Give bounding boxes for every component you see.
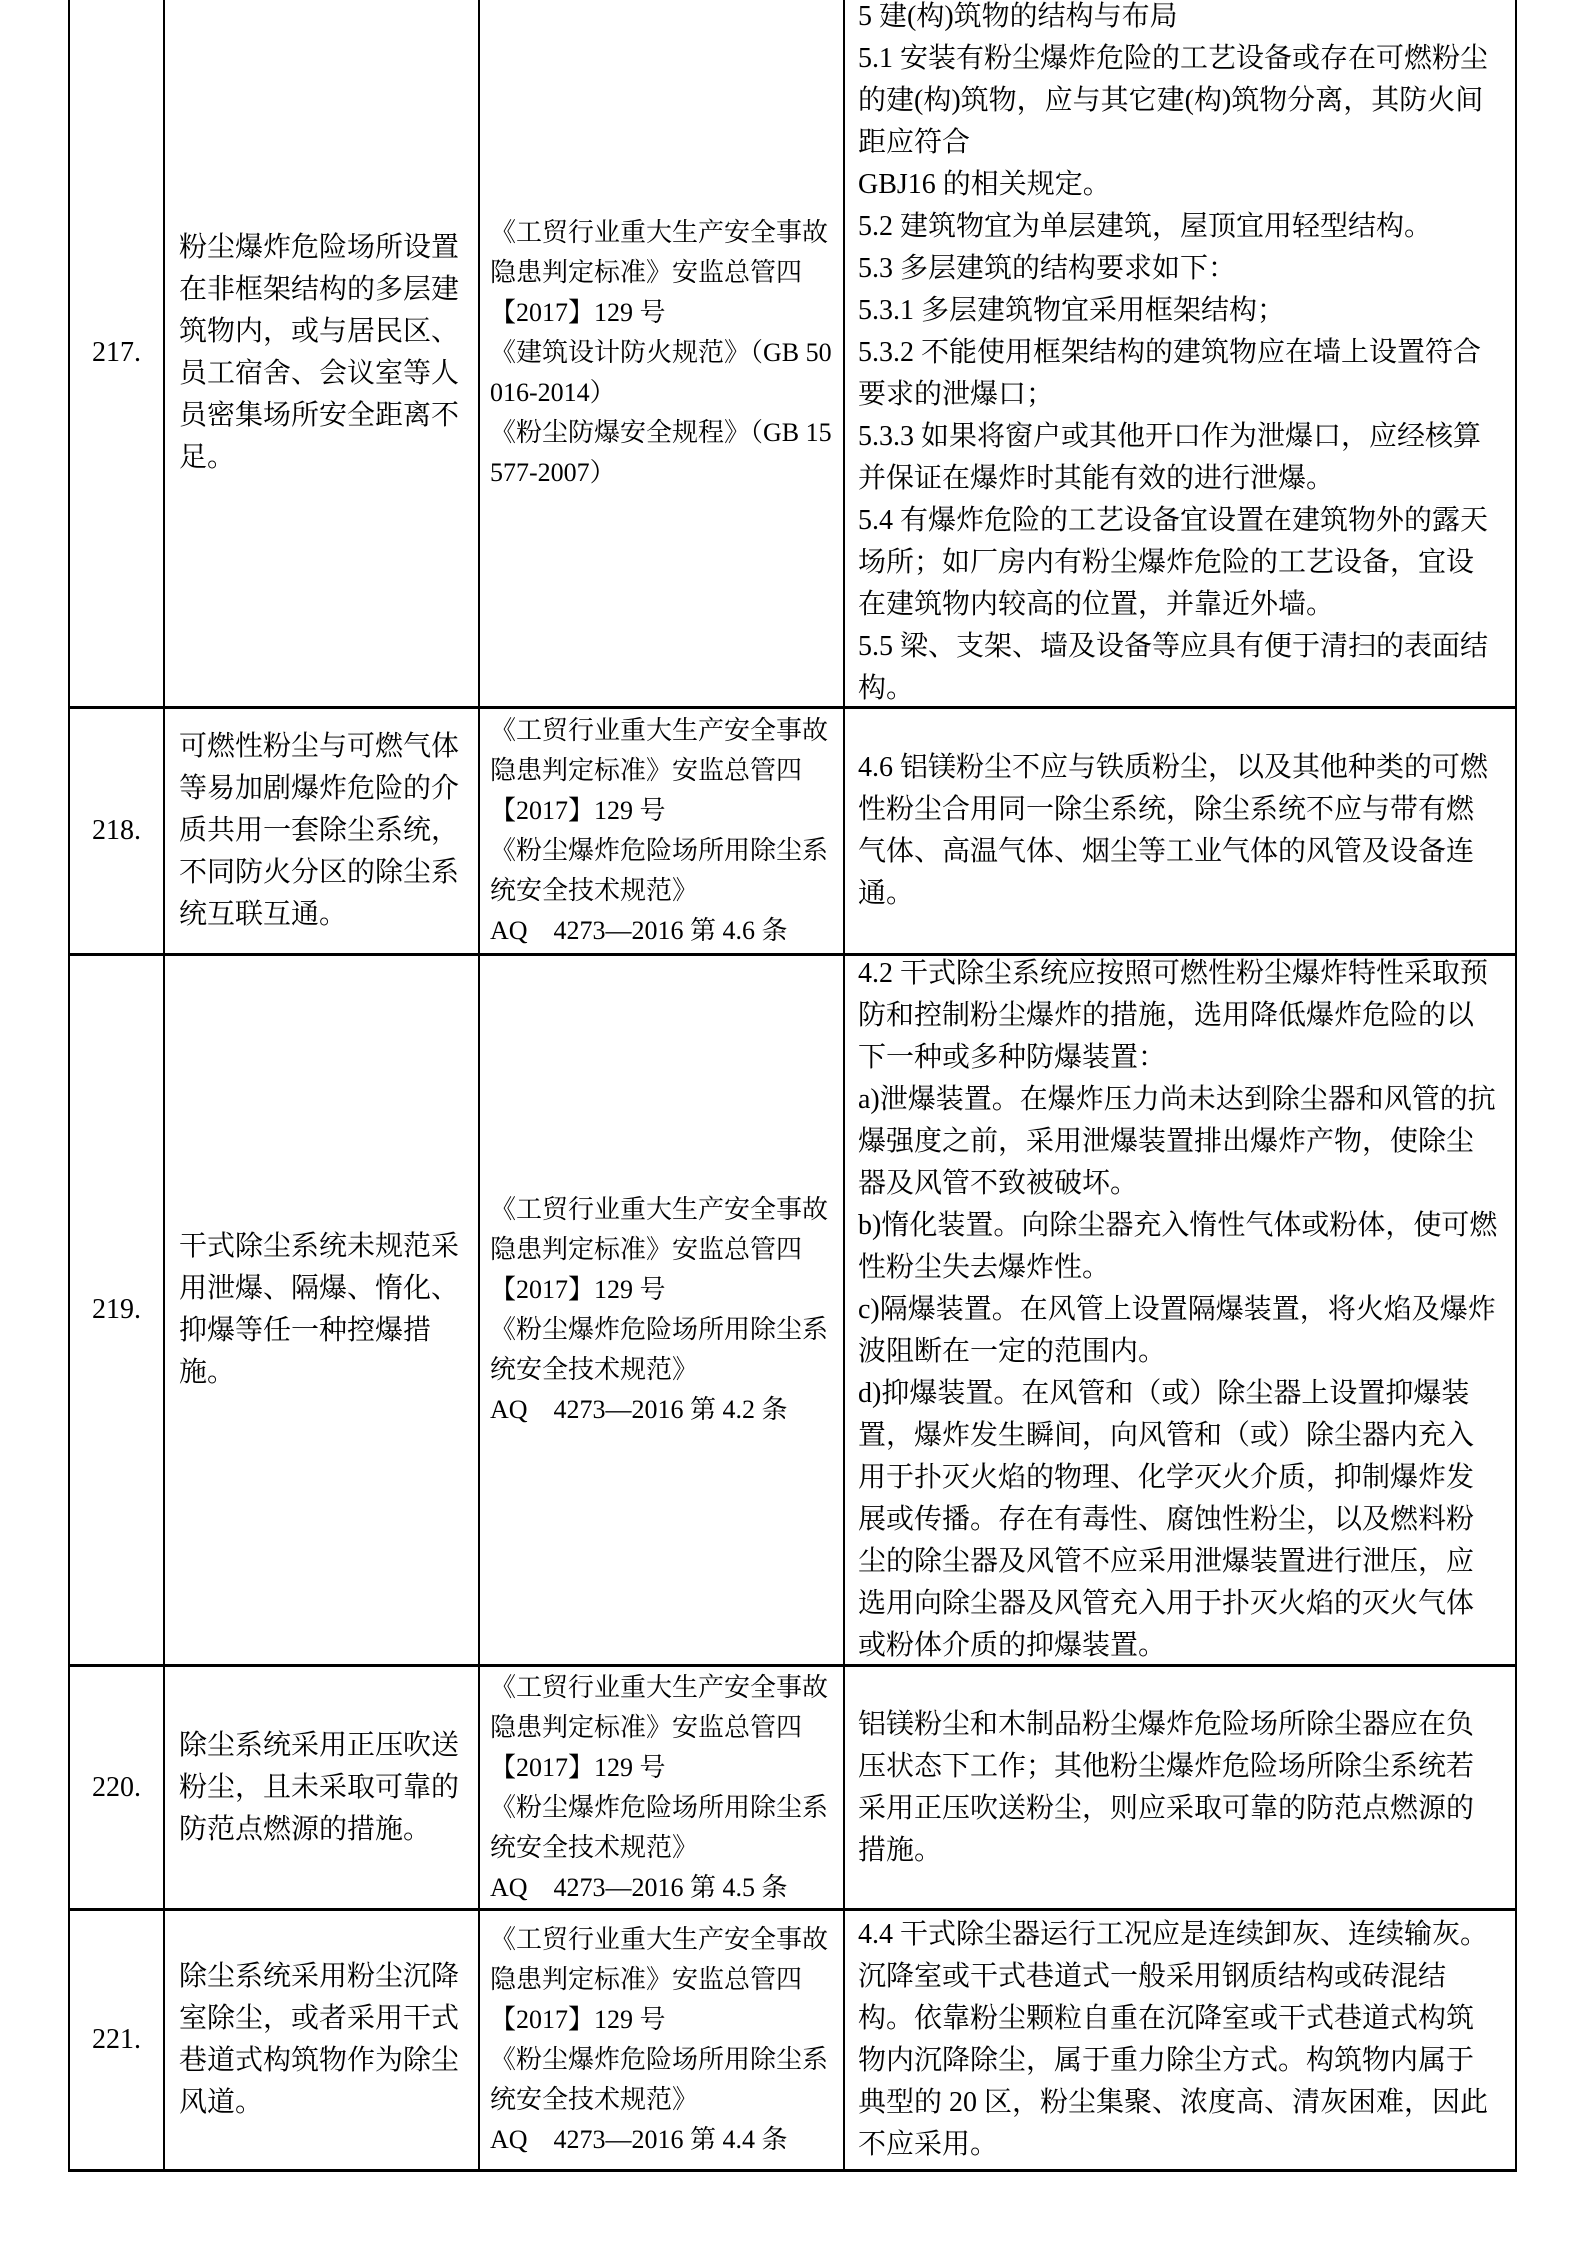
standard-references-cell [480,0,845,709]
standard-clause-text: 5.3.2 不能使用框架结构的建筑物应在墙上设置符合要求的泄爆口； [858,337,1482,410]
standard-clause-text: 5.1 安装有粉尘爆炸危险的工艺设备或存在可燃粉尘的建(构)筑物，应与其它建(构)筑物分离，其防火间距应符合 [858,43,1489,158]
standard-references-cell [480,1911,845,2169]
standard-clause-text: 5.3.1 多层建筑物宜采用框架结构； [858,295,1286,326]
row-number-cell [70,0,165,709]
standard-reference: 《工贸行业重大生产安全事故隐患判定标准》安监总管四【2017】129 号 [490,218,829,327]
standard-clause-cell [845,1667,1515,1911]
hazard-description-cell [165,1667,480,1911]
row-number-cell [70,1667,165,1911]
standard-clause-text: 5.4 有爆炸危险的工艺设备宜设置在建筑物外的露天场所；如厂房内有粉尘爆炸危险的工艺设备，宜设在建筑物内较高的位置，并靠近外墙。 [858,505,1489,620]
standard-clause-text: a)泄爆装置。在爆炸压力尚未达到除尘器和风管的抗爆强度之前，采用泄爆装置排出爆炸产物，使除尘器及风管不致被破坏。 [858,1084,1496,1199]
standard-reference: AQ 4273—2016 第 4.5 条 [490,1872,788,1902]
standard-clause-cell [845,709,1515,956]
standard-clause-cell [845,956,1515,1667]
standard-reference: AQ 4273—2016 第 4.4 条 [490,2125,788,2154]
standard-reference: 《粉尘防爆安全规程》（GB 15577-2007） [490,418,832,487]
hazard-description-cell [165,956,480,1667]
standard-references-cell [480,1667,845,1911]
standard-clause-cell [845,1911,1515,2169]
standard-reference: 《粉尘爆炸危险场所用除尘系统安全技术规范》 [490,1792,829,1862]
standard-clause-text: GBJ16 的相关规定。 [858,169,1111,200]
row-number: 220. [92,1771,141,1803]
hazard-description-cell [165,1911,480,2169]
row-number-cell [70,956,165,1667]
standard-clause-cell [845,0,1515,709]
hazard-description: 除尘系统采用正压吹送粉尘，且未采取可靠的防范点燃源的措施。 [179,1729,460,1845]
standard-reference: 《工贸行业重大生产安全事故隐患判定标准》安监总管四【2017】129 号 [490,1925,829,2034]
standard-clause-text: 5.3 多层建筑的结构要求如下： [858,253,1237,284]
standard-clause-text: 4.4 干式除尘器运行工况应是连续卸灰、连续输灰。沉降室或干式巷道式一般采用钢质结构或砖混结构。依靠粉尘颗粒自重在沉降室或干式巷道式构筑物内沉降除尘，属于重力除尘方式。构筑物内属于典型的 20 区，粉尘集聚、浓度高、清灰困难，因此不应采用。 [858,1919,1489,2160]
standard-clause-text: 4.2 干式除尘系统应按照可燃性粉尘爆炸特性采取预防和控制粉尘爆炸的措施，选用降低爆炸危险的以下一种或多种防爆装置： [858,958,1489,1073]
standard-reference: 《粉尘爆炸危险场所用除尘系统安全技术规范》 [490,836,829,905]
standard-clause-text: b)惰化装置。向除尘器充入惰性气体或粉体，使可燃性粉尘失去爆炸性。 [858,1210,1498,1283]
row-number: 219. [92,1294,141,1325]
standard-reference: 《工贸行业重大生产安全事故隐患判定标准》安监总管四【2017】129 号 [490,716,829,825]
standard-reference: 《工贸行业重大生产安全事故隐患判定标准》安监总管四【2017】129 号 [490,1672,829,1782]
hazard-description: 可燃性粉尘与可燃气体等易加剧爆炸危险的介质共用一套除尘系统，不同防火分区的除尘系统互联互通。 [179,731,460,930]
standard-reference: 《工贸行业重大生产安全事故隐患判定标准》安监总管四【2017】129 号 [490,1195,829,1304]
standard-references-cell [480,709,845,956]
hazard-description: 除尘系统采用粉尘沉降室除尘，或者采用干式巷道式构筑物作为除尘风道。 [179,1961,460,2118]
standard-clause-text: 铝镁粉尘和木制品粉尘爆炸危险场所除尘器应在负压状态下工作；其他粉尘爆炸危险场所除尘系统若采用正压吹送粉尘，则应采取可靠的防范点燃源的措施。 [858,1708,1475,1866]
standard-reference: 《粉尘爆炸危险场所用除尘系统安全技术规范》 [490,2045,829,2114]
hazard-description-cell [165,0,480,709]
row-number: 217. [92,337,141,368]
row-number-cell [70,709,165,956]
standard-reference: 《建筑设计防火规范》（GB 50016-2014） [490,338,832,407]
row-number: 221. [92,2024,141,2055]
standard-clause-text: d)抑爆装置。在风管和（或）除尘器上设置抑爆装置，爆炸发生瞬间，向风管和（或）除尘器内充入用于扑灭火焰的物理、化学灭火介质，抑制爆炸发展或传播。存在有毒性、腐蚀性粉尘，以及燃料粉尘的除尘器及风管不应采用泄爆装置进行泄压，应选用向除尘器及风管充入用于扑灭火焰的灭火气体或粉体介质的抑爆装置。 [858,1378,1475,1661]
standard-reference: AQ 4273—2016 第 4.2 条 [490,1395,788,1424]
standard-references-cell [480,956,845,1667]
standard-clause-text: 5.2 建筑物宜为单层建筑，屋顶宜用轻型结构。 [858,211,1433,242]
standard-clause-text: c)隔爆装置。在风管上设置隔爆装置，将火焰及爆炸波阻断在一定的范围内。 [858,1294,1496,1367]
hazard-table [68,0,1517,2172]
standard-clause-text: 4.6 铝镁粉尘不应与铁质粉尘，以及其他种类的可燃性粉尘合用同一除尘系统，除尘系统不应与带有燃气体、高温气体、烟尘等工业气体的风管及设备连通。 [858,752,1489,909]
standard-clause-text: 5.3.3 如果将窗户或其他开口作为泄爆口，应经核算并保证在爆炸时其能有效的进行泄爆。 [858,421,1482,494]
hazard-description: 干式除尘系统未规范采用泄爆、隔爆、惰化、抑爆等任一种控爆措施。 [179,1231,460,1388]
standard-reference: 《粉尘爆炸危险场所用除尘系统安全技术规范》 [490,1315,829,1384]
standard-reference: AQ 4273—2016 第 4.6 条 [490,916,788,945]
row-number-cell [70,1911,165,2169]
standard-clause-text: 5 建(构)筑物的结构与布局 [858,1,1178,32]
hazard-description-cell [165,709,480,956]
row-number: 218. [92,815,141,846]
standard-clause-text: 5.5 梁、支架、墙及设备等应具有便于清扫的表面结构。 [858,631,1489,704]
hazard-description: 粉尘爆炸危险场所设置在非框架结构的多层建筑物内，或与居民区、员工宿舍、会议室等人员密集场所安全距离不足。 [179,232,460,473]
